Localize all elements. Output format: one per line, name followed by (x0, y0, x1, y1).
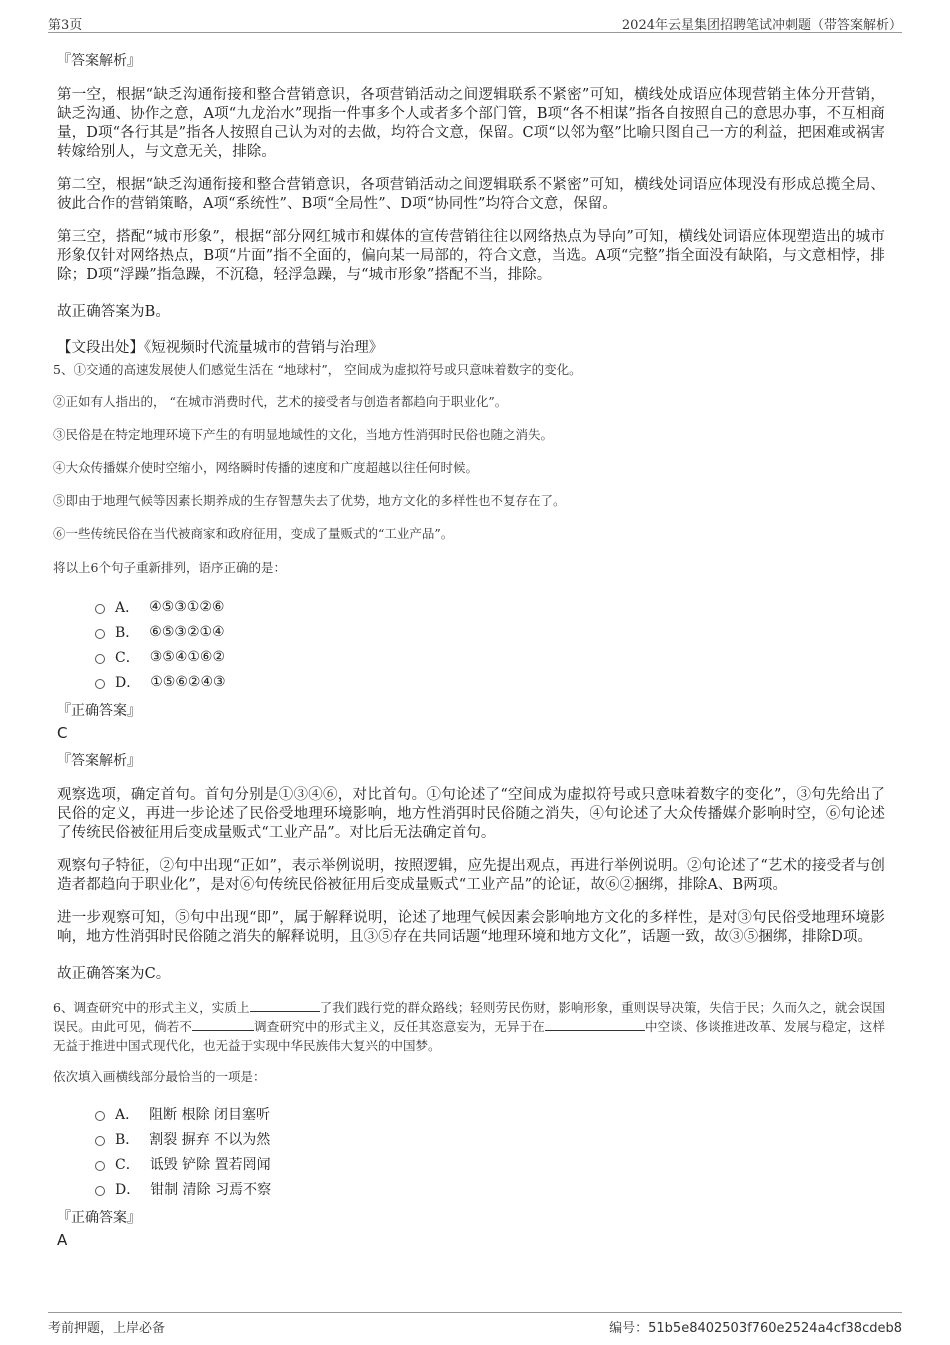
q5-answer: C (57, 724, 68, 742)
q5-option-c[interactable] (95, 644, 885, 669)
option-letter: B． (115, 1131, 140, 1148)
q4-analysis-paragraph-3: 第三空，搭配“城市形象”，根据“部分网红城市和媒体的宣传营销往往以网络热点为导向”可知，横线处词语应体现塑造出的城市形象仅针对网络热点，B项“片面”指不全面的，偏向某一局部的，符合文意，当选。A项“完整”指全面没有缺陷，与文意相悖，排除；D项“浮躁”指急躁，不沉稳，轻浮急躁，与“城市形象”搭配不当，排除。 (57, 229, 885, 283)
option-letter: A． (115, 599, 140, 616)
q5-sentence-1: 5、①交通的高速发展使人们感觉生活在 “地球村”， 空间成为虚拟符号或只意味着数字的变化。 (53, 362, 582, 377)
option-letter: C． (115, 649, 140, 666)
radio-icon[interactable] (95, 1136, 105, 1146)
q6-stem-part-1: 6、调查研究中的形式主义，实质上 (53, 1000, 250, 1015)
q4-analysis-paragraph-1: 第一空，根据“缺乏沟通衔接和整合营销意识，各项营销活动之间逻辑联系不紧密”可知，横线处成语应体现营销主体分开营销，缺乏沟通、协作之意，A项“九龙治水”现指一件事多个人或者多个部门管，B项“各不相谋”指各自按照自己的意思办事，不互相商量，D项“各行其是”指各人按照自己认为对的去做，均符合文意，保留。C项“以邻为壑”比喻只图自己一方的利益，把困难或祸害转嫁给别人，与文意无关，排除。 (57, 87, 885, 160)
q5-sentence-5: ⑤即由于地理气候等因素长期养成的生存智慧失去了优势，地方文化的多样性也不复存在了。 (53, 493, 566, 508)
option-text: ①⑤⑥②④③ (150, 673, 226, 690)
option-letter: B． (115, 624, 140, 641)
option-letter: A． (115, 1106, 140, 1123)
q6-stem-part-2: 了我们践行党的群众路线；轻则劳民伤财，影响形象，重则误导决策，失信于民；久而久之，就会误国误民。由此可见，倘若不 (53, 1000, 885, 1034)
document-title: 2024年云星集团招聘笔试冲刺题（带答案解析） (621, 18, 902, 33)
q5-sentence-4: ④大众传播媒介使时空缩小，网络瞬时传播的速度和广度超越以往任何时候。 (53, 460, 479, 475)
q5-prompt: 将以上6个句子重新排列，语序正确的是： (53, 560, 286, 575)
option-text: 阻断 根除 闭目塞听 (149, 1106, 271, 1123)
q6-option-d[interactable] (95, 1176, 885, 1201)
option-text: 诋毁 铲除 置若罔闻 (149, 1156, 271, 1173)
page-number: 第3页 (48, 18, 83, 33)
q6-blank-2 (192, 1018, 254, 1031)
radio-icon[interactable] (95, 1161, 105, 1171)
q6-option-b[interactable] (95, 1126, 885, 1151)
q5-option-a[interactable] (95, 594, 885, 619)
option-text: 钳制 清除 习焉不察 (150, 1181, 272, 1198)
footer-code-label: 编号： (609, 1321, 649, 1336)
option-text: ⑥⑤③②①④ (149, 623, 225, 640)
option-text: ③⑤④①⑥② (149, 648, 226, 665)
q6-option-a[interactable] (95, 1101, 885, 1126)
radio-icon[interactable] (95, 1111, 105, 1121)
q4-analysis-paragraph-2: 第二空，根据“缺乏沟通衔接和整合营销意识，各项营销活动之间逻辑联系不紧密”可知，横线处词语应体现没有形成总揽全局、彼此合作的营销策略，A项“系统性”、B项“全局性”、D项“协同性”均符合文意，保留。 (57, 177, 885, 212)
option-text: ④⑤③①②⑥ (149, 598, 225, 615)
option-letter: D． (115, 1181, 141, 1198)
radio-icon[interactable] (95, 604, 105, 614)
q5-analysis-paragraph-2: 观察句子特征，②句中出现“正如”，表示举例说明，按照逻辑，应先提出观点，再进行举例说明。②句论述了“艺术的接受者与创造者都趋向于职业化”，是对⑥句传统民俗被征用后变成量贩式“工业产品”的论证，故⑥②捆绑，排除A、B两项。 (57, 858, 885, 893)
q5-option-d[interactable] (95, 669, 885, 694)
q6-blank-1 (250, 999, 320, 1012)
page-header (48, 10, 902, 33)
q6-options (95, 1101, 885, 1201)
page-content (55, 42, 885, 1253)
q5-analysis-title: 『答案解析』 (57, 753, 141, 769)
q6-blank-3 (545, 1018, 645, 1031)
q5-options (95, 594, 885, 694)
q4-conclusion: 故正确答案为B。 (57, 304, 170, 320)
q5-analysis-paragraph-1: 观察选项，确定首句。首句分别是①③④⑥，对比首句。①句论述了“空间成为虚拟符号或只意味着数字的变化”，③句先给出了民俗的定义，再进一步论述了民俗受地理环境影响，地方性消弭时民俗随之消失，④句论述了大众传播媒介影响时空，⑥句论述了传统民俗被征用后变成量贩式“工业产品”。对比后无法确定首句。 (57, 787, 885, 841)
q6-answer-title: 『正确答案』 (57, 1210, 141, 1226)
q6-prompt: 依次填入画横线部分最恰当的一项是： (53, 1069, 266, 1084)
radio-icon[interactable] (95, 679, 105, 689)
option-letter: C． (115, 1156, 140, 1173)
radio-icon[interactable] (95, 1186, 105, 1196)
option-letter: D． (115, 674, 141, 691)
q4-analysis-title: 『答案解析』 (57, 53, 141, 69)
footer-code-value: 51b5e8402503f760e2524a4cf38cdeb8 (648, 1321, 902, 1336)
radio-icon[interactable] (95, 629, 105, 639)
q5-answer-title: 『正确答案』 (57, 703, 141, 719)
q6-answer: A (57, 1231, 68, 1249)
footer-code (609, 1317, 902, 1336)
footer-slogan: 考前押题，上岸必备 (48, 1321, 166, 1336)
q6-stem-part-4: 中空谈、侈谈推进改革、发展与稳定，这样无益于推进中国式现代化，也无益于实现中华民族伟大复兴的中国梦。 (53, 1019, 885, 1053)
q6-option-c[interactable] (95, 1151, 885, 1176)
q4-source: 【文段出处】《短视频时代流量城市的营销与治理》 (57, 340, 384, 356)
q5-analysis-paragraph-3: 进一步观察可知，⑤句中出现“即”，属于解释说明，论述了地理气候因素会影响地方文化的多样性，是对③句民俗受地理环境影响，地方性消弭时民俗随之消失的解释说明，且③⑤存在共同话题“地理环境和地方文化”，话题一致，故③⑤捆绑，排除D项。 (57, 910, 885, 945)
option-text: 割裂 摒弃 不以为然 (149, 1131, 271, 1148)
radio-icon[interactable] (95, 654, 105, 664)
q5-option-b[interactable] (95, 619, 885, 644)
q5-sentence-3: ③民俗是在特定地理环境下产生的有明显地域性的文化，当地方性消弭时民俗也随之消失。 (53, 427, 554, 442)
q6-stem (53, 998, 885, 1055)
q5-sentence-2: ②正如有人指出的， “在城市消费时代，艺术的接受者与创造者都趋向于职业化”。 (53, 394, 508, 409)
q5-conclusion: 故正确答案为C。 (57, 966, 171, 982)
q5-sentence-6: ⑥一些传统民俗在当代被商家和政府征用，变成了量贩式的“工业产品”。 (53, 526, 454, 541)
page-footer (48, 1312, 902, 1337)
q6-stem-part-3: 调查研究中的形式主义，反任其恣意妄为，无异于在 (254, 1019, 545, 1034)
